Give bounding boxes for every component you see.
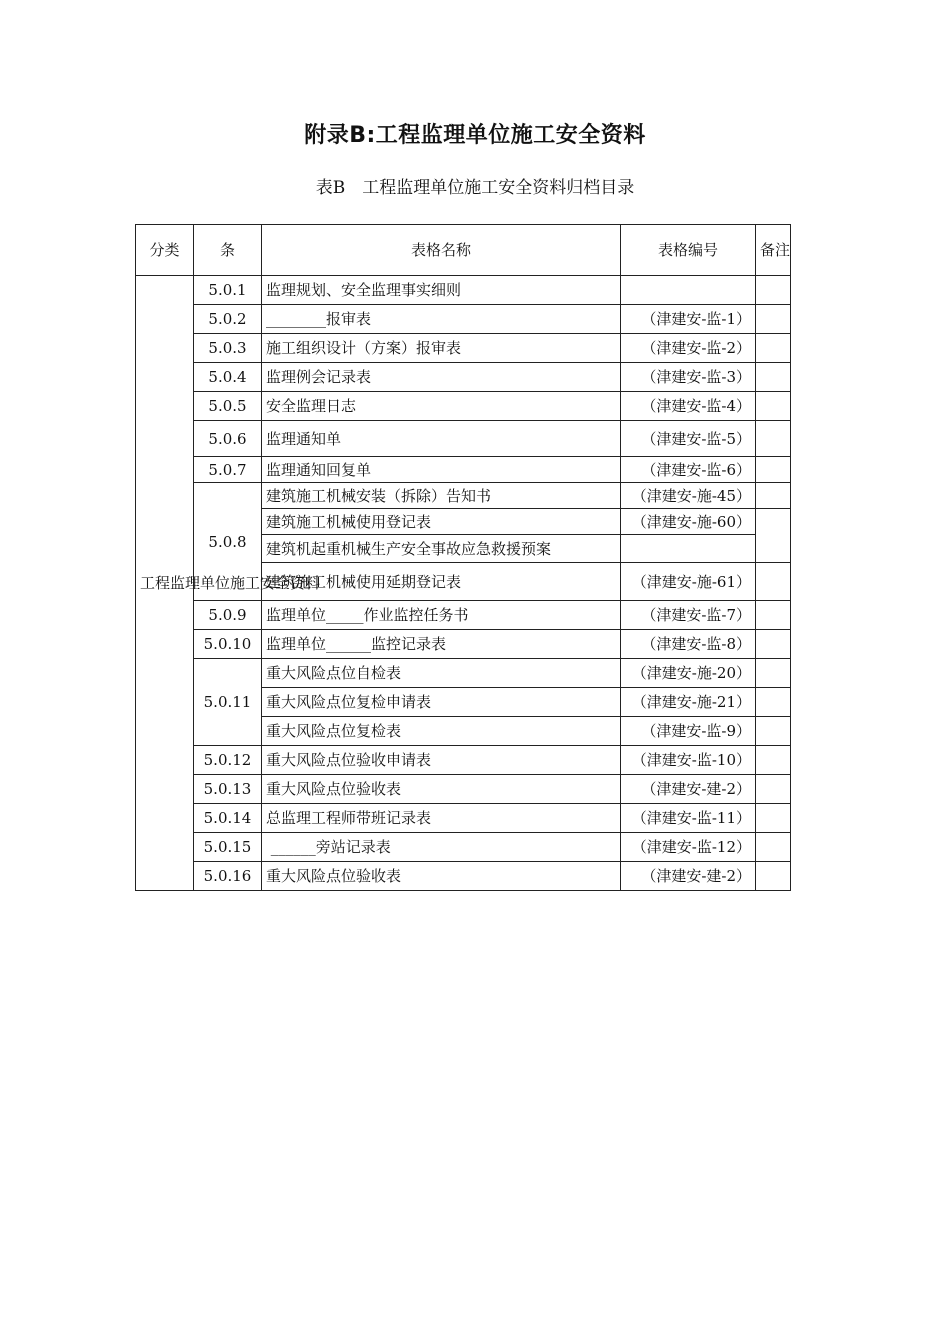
header-category: 分类: [136, 225, 194, 276]
form-code-cell: （津建安-监-6）: [621, 457, 756, 483]
table-row: [136, 483, 791, 509]
remarks-cell: [756, 717, 791, 746]
form-name-cell: 监理单位_____作业监控任务书: [262, 601, 621, 630]
form-code-cell: （津建安-施-21）: [621, 688, 756, 717]
remarks-cell: [756, 483, 791, 509]
form-name-cell: 重大风险点位验收表: [262, 775, 621, 804]
form-code-cell: （津建安-监-9）: [621, 717, 756, 746]
header-form-code: 表格编号: [621, 225, 756, 276]
page-title: 附录B:工程监理单位施工安全资料: [304, 123, 646, 148]
remarks-cell: [756, 630, 791, 659]
form-code-cell: [621, 276, 756, 305]
article-cell: 5.0.6: [194, 421, 262, 457]
article-cell: 5.0.13: [194, 775, 262, 804]
remarks-cell: [756, 833, 791, 862]
table-row: [136, 457, 791, 483]
remarks-cell: [756, 688, 791, 717]
table-header-row: [136, 225, 791, 276]
form-name-cell: 重大风险点位复检申请表: [262, 688, 621, 717]
form-code-cell: [621, 535, 756, 563]
form-name-cell: 监理单位______监控记录表: [262, 630, 621, 659]
form-code-cell: （津建安-监-2）: [621, 334, 756, 363]
form-code-cell: （津建安-施-60）: [621, 509, 756, 535]
article-cell: 5.0.7: [194, 457, 262, 483]
form-name-cell: ______旁站记录表: [262, 833, 621, 862]
article-cell: 5.0.16: [194, 862, 262, 891]
table-row: [136, 659, 791, 688]
remarks-cell: [756, 457, 791, 483]
table-row: [136, 421, 791, 457]
remarks-cell: [756, 363, 791, 392]
form-code-cell: （津建安-监-3）: [621, 363, 756, 392]
remarks-cell: [756, 804, 791, 833]
form-name-cell: 施工组织设计（方案）报审表: [262, 334, 621, 363]
table-caption: 表B 工程监理单位施工安全资料归档目录: [315, 178, 635, 198]
article-cell: 5.0.5: [194, 392, 262, 421]
form-name-cell: 重大风险点位自检表: [262, 659, 621, 688]
table-row: [136, 305, 791, 334]
table-row: [136, 630, 791, 659]
form-name-cell: 监理例会记录表: [262, 363, 621, 392]
table-row: [136, 601, 791, 630]
form-name-cell: 监理通知回复单: [262, 457, 621, 483]
article-cell: 5.0.8: [194, 483, 262, 601]
form-code-cell: （津建安-监-4）: [621, 392, 756, 421]
form-name-cell: 建筑施工机械使用登记表: [262, 509, 621, 535]
form-name-cell: 总监理工程师带班记录表: [262, 804, 621, 833]
table-row: [136, 862, 791, 891]
article-cell: 5.0.14: [194, 804, 262, 833]
form-code-cell: （津建安-监-5）: [621, 421, 756, 457]
form-code-cell: （津建安-施-45）: [621, 483, 756, 509]
form-name-cell: 安全监理日志: [262, 392, 621, 421]
table-row: [136, 334, 791, 363]
article-cell: 5.0.1: [194, 276, 262, 305]
form-name-cell: 建筑机起重机械生产安全事故应急救援预案: [262, 535, 621, 563]
form-name-cell: 监理规划、安全监理事实细则: [262, 276, 621, 305]
form-code-cell: （津建安-建-2）: [621, 862, 756, 891]
form-name-cell: 重大风险点位验收申请表: [262, 746, 621, 775]
form-code-cell: （津建安-施-20）: [621, 659, 756, 688]
article-cell: 5.0.12: [194, 746, 262, 775]
article-cell: 5.0.11: [194, 659, 262, 746]
form-code-cell: （津建安-监-1）: [621, 305, 756, 334]
remarks-cell: [756, 421, 791, 457]
article-cell: 5.0.2: [194, 305, 262, 334]
form-name-cell: 重大风险点位复检表: [262, 717, 621, 746]
remarks-cell: [756, 862, 791, 891]
remarks-cell: [756, 276, 791, 305]
form-name-cell: 建筑施工机械使用延期登记表: [262, 563, 621, 601]
remarks-cell: [756, 659, 791, 688]
remarks-cell: [756, 334, 791, 363]
header-article: 条: [194, 225, 262, 276]
remarks-cell: [756, 305, 791, 334]
table-row: [136, 392, 791, 421]
table-row: [136, 276, 791, 305]
form-code-cell: （津建安-监-7）: [621, 601, 756, 630]
remarks-cell: [756, 509, 791, 563]
article-cell: 5.0.15: [194, 833, 262, 862]
form-name-cell: 建筑施工机械安装（拆除）告知书: [262, 483, 621, 509]
article-cell: 5.0.3: [194, 334, 262, 363]
article-cell: 5.0.4: [194, 363, 262, 392]
remarks-cell: [756, 392, 791, 421]
table-row: [136, 363, 791, 392]
remarks-cell: [756, 601, 791, 630]
form-code-cell: （津建安-监-12）: [621, 833, 756, 862]
table-row: [136, 746, 791, 775]
remarks-cell: [756, 775, 791, 804]
form-name-cell: 重大风险点位验收表: [262, 862, 621, 891]
table-row: [136, 775, 791, 804]
remarks-cell: [756, 563, 791, 601]
form-name-cell: 监理通知单: [262, 421, 621, 457]
category-cell: 工程监理单位施工安全资料: [136, 276, 194, 891]
table-row: [136, 804, 791, 833]
header-remarks: 备注: [756, 225, 791, 276]
article-cell: 5.0.9: [194, 601, 262, 630]
archive-catalog-table: [135, 224, 791, 891]
form-code-cell: （津建安-监-8）: [621, 630, 756, 659]
form-name-cell: ________报审表: [262, 305, 621, 334]
form-code-cell: （津建安-施-61）: [621, 563, 756, 601]
remarks-cell: [756, 746, 791, 775]
form-code-cell: （津建安-监-11）: [621, 804, 756, 833]
article-cell: 5.0.10: [194, 630, 262, 659]
table-row: [136, 833, 791, 862]
form-code-cell: （津建安-建-2）: [621, 775, 756, 804]
header-form-name: 表格名称: [262, 225, 621, 276]
form-code-cell: （津建安-监-10）: [621, 746, 756, 775]
